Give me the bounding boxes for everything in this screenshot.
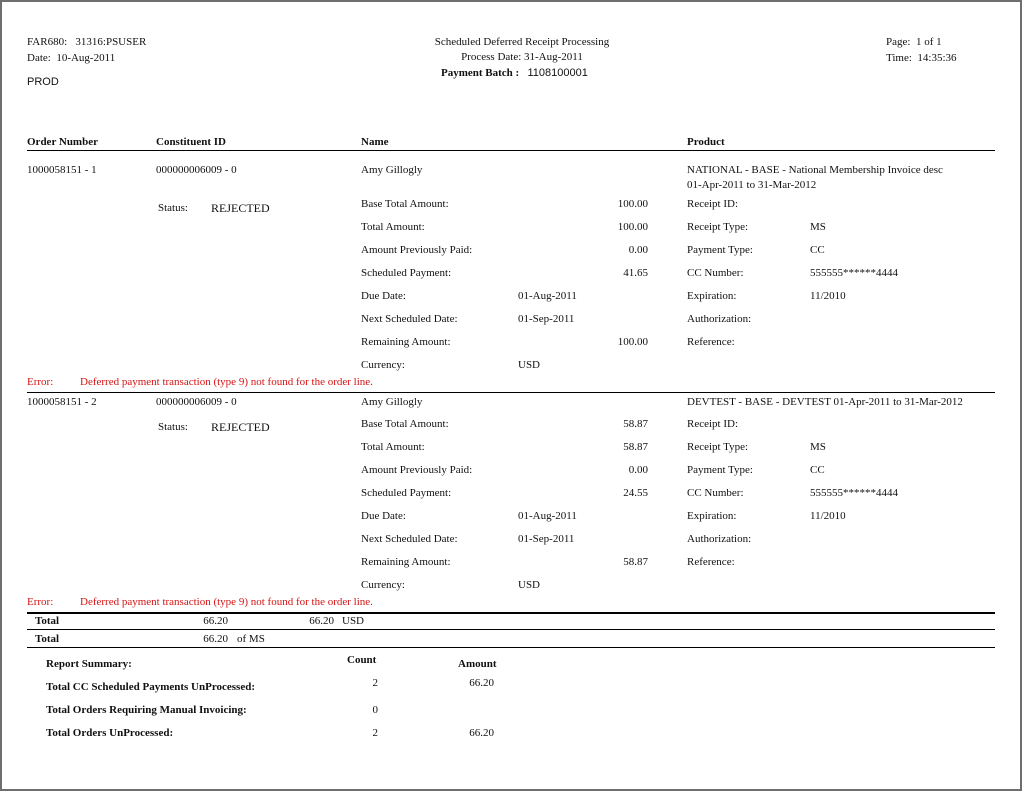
- time-value: 14:35:36: [917, 52, 957, 64]
- payment-type-label: Payment Type:: [687, 244, 753, 256]
- next-date-value: 01-Sep-2011: [518, 313, 575, 325]
- remaining-label: Remaining Amount:: [361, 336, 451, 348]
- remaining-label: Remaining Amount:: [361, 556, 451, 568]
- payment-type-label: Payment Type:: [687, 464, 753, 476]
- total-amount-label: Total Amount:: [361, 441, 425, 453]
- summary-row-label: Total Orders Requiring Manual Invoicing:: [46, 704, 247, 716]
- col-order-number: Order Number: [27, 136, 98, 148]
- summary-amount-header: Amount: [458, 658, 497, 670]
- constituent-id: 000000006009 - 0: [156, 164, 237, 176]
- prev-paid-value: 0.00: [628, 464, 648, 476]
- summary-row-label: Total Orders UnProcessed:: [46, 727, 174, 739]
- constituent-name: Amy Gillogly: [361, 164, 423, 176]
- status-label: Status:: [158, 202, 188, 214]
- payment-type-value: CC: [810, 464, 825, 476]
- total-label: Total: [35, 615, 60, 627]
- base-total-label: Base Total Amount:: [361, 418, 449, 430]
- currency-value: USD: [518, 359, 541, 371]
- payment-batch-label: Payment Batch :: [441, 67, 520, 79]
- receipt-type-value: MS: [810, 221, 826, 233]
- prev-paid-label: Amount Previously Paid:: [361, 244, 473, 256]
- prev-paid-label: Amount Previously Paid:: [361, 464, 473, 476]
- cc-number-value: 555555******4444: [810, 267, 898, 279]
- totals-top-rule: [27, 612, 995, 614]
- constituent-id: 000000006009 - 0: [156, 396, 237, 408]
- summary-row-count: 0: [372, 704, 378, 716]
- receipt-id-label: Receipt ID:: [687, 418, 739, 430]
- report-user: 31316:PSUSER: [75, 36, 147, 48]
- receipt-type-label: Receipt Type:: [687, 221, 749, 233]
- due-date-value: 01-Aug-2011: [518, 510, 577, 522]
- expiration-label: Expiration:: [687, 290, 737, 302]
- environment: PROD: [27, 76, 59, 88]
- time-info: [886, 52, 957, 65]
- total-amount-value: 58.87: [623, 441, 648, 453]
- process-date: Process Date: 31-Aug-2011: [461, 51, 583, 63]
- receipt-type-value: MS: [810, 441, 826, 453]
- expiration-label: Expiration:: [687, 510, 737, 522]
- authorization-label: Authorization:: [687, 313, 752, 325]
- status-value: REJECTED: [211, 201, 270, 215]
- report-title: Scheduled Deferred Receipt Processing: [434, 36, 610, 48]
- due-date-value: 01-Aug-2011: [518, 290, 577, 302]
- remaining-value: 100.00: [617, 336, 648, 348]
- totals-bottom-rule: [27, 647, 995, 648]
- date-value: 10-Aug-2011: [56, 52, 116, 64]
- order-divider: [27, 392, 995, 393]
- reference-label: Reference:: [687, 336, 735, 348]
- col-name: Name: [361, 136, 389, 148]
- scheduled-payment-label: Scheduled Payment:: [361, 267, 452, 279]
- payment-batch-value: 1108100001: [527, 67, 588, 79]
- product-line-1: NATIONAL - BASE - National Membership Invoice desc: [687, 164, 943, 176]
- cc-number-label: CC Number:: [687, 267, 744, 279]
- totals-mid-rule: [27, 629, 995, 630]
- receipt-id-label: Receipt ID:: [687, 198, 739, 210]
- error-label: Error:: [27, 376, 54, 388]
- total-receipt-type: of MS: [237, 633, 265, 645]
- total-amount: 66.20: [203, 633, 228, 645]
- summary-title: Report Summary:: [46, 658, 132, 670]
- summary-row-label: Total CC Scheduled Payments UnProcessed:: [46, 681, 256, 693]
- order-number: 1000058151 - 1: [27, 164, 97, 176]
- total-amount-label: Total Amount:: [361, 221, 425, 233]
- product-line-1: DEVTEST - BASE - DEVTEST 01-Apr-2011 to 31-Mar-2012: [687, 396, 963, 408]
- date-label: Date:: [27, 52, 51, 64]
- currency-label: Currency:: [361, 579, 405, 591]
- summary-count-header: Count: [347, 654, 377, 666]
- base-total-value: 58.87: [623, 418, 648, 430]
- base-total-value: 100.00: [617, 198, 648, 210]
- total-amount-value: 100.00: [617, 221, 648, 233]
- page-info: [886, 36, 942, 49]
- remaining-value: 58.87: [623, 556, 648, 568]
- page-value: 1 of 1: [915, 36, 942, 48]
- total-amount: 66.20: [203, 615, 228, 627]
- report-id-line: [27, 36, 146, 49]
- expiration-value: 11/2010: [810, 510, 846, 522]
- report-id: FAR680:: [27, 36, 68, 48]
- error-message: Deferred payment transaction (type 9) not found for the order line.: [80, 376, 373, 388]
- summary-row-amount: 66.20: [469, 727, 494, 739]
- summary-row-count: 2: [372, 677, 378, 689]
- payment-batch: [441, 67, 588, 80]
- due-date-label: Due Date:: [361, 510, 406, 522]
- summary-row-count: 2: [372, 727, 378, 739]
- total-currency: USD: [342, 615, 365, 627]
- total-amount-currency: 66.20: [309, 615, 334, 627]
- order-number: 1000058151 - 2: [27, 396, 97, 408]
- total-label: Total: [35, 633, 60, 645]
- base-total-label: Base Total Amount:: [361, 198, 449, 210]
- status-value: REJECTED: [211, 420, 270, 434]
- currency-value: USD: [518, 579, 541, 591]
- currency-label: Currency:: [361, 359, 405, 371]
- page-label: Page:: [886, 36, 911, 48]
- cc-number-value: 555555******4444: [810, 487, 898, 499]
- time-label: Time:: [886, 52, 912, 64]
- due-date-label: Due Date:: [361, 290, 406, 302]
- scheduled-payment-label: Scheduled Payment:: [361, 487, 452, 499]
- report-date-line: [27, 52, 115, 65]
- scheduled-payment-value: 24.55: [623, 487, 648, 499]
- reference-label: Reference:: [687, 556, 735, 568]
- error-message: Deferred payment transaction (type 9) not found for the order line.: [80, 596, 373, 608]
- constituent-name: Amy Gillogly: [361, 396, 423, 408]
- scheduled-payment-value: 41.65: [623, 267, 648, 279]
- cc-number-label: CC Number:: [687, 487, 744, 499]
- receipt-type-label: Receipt Type:: [687, 441, 749, 453]
- col-product: Product: [687, 136, 725, 148]
- expiration-value: 11/2010: [810, 290, 846, 302]
- header-rule: [27, 150, 995, 151]
- next-date-label: Next Scheduled Date:: [361, 313, 458, 325]
- next-date-label: Next Scheduled Date:: [361, 533, 458, 545]
- payment-type-value: CC: [810, 244, 825, 256]
- error-label: Error:: [27, 596, 54, 608]
- next-date-value: 01-Sep-2011: [518, 533, 575, 545]
- prev-paid-value: 0.00: [628, 244, 648, 256]
- status-label: Status:: [158, 421, 188, 433]
- summary-row-amount: 66.20: [469, 677, 494, 689]
- authorization-label: Authorization:: [687, 533, 752, 545]
- col-constituent-id: Constituent ID: [156, 136, 226, 148]
- product-line-2: 01-Apr-2011 to 31-Mar-2012: [687, 179, 817, 191]
